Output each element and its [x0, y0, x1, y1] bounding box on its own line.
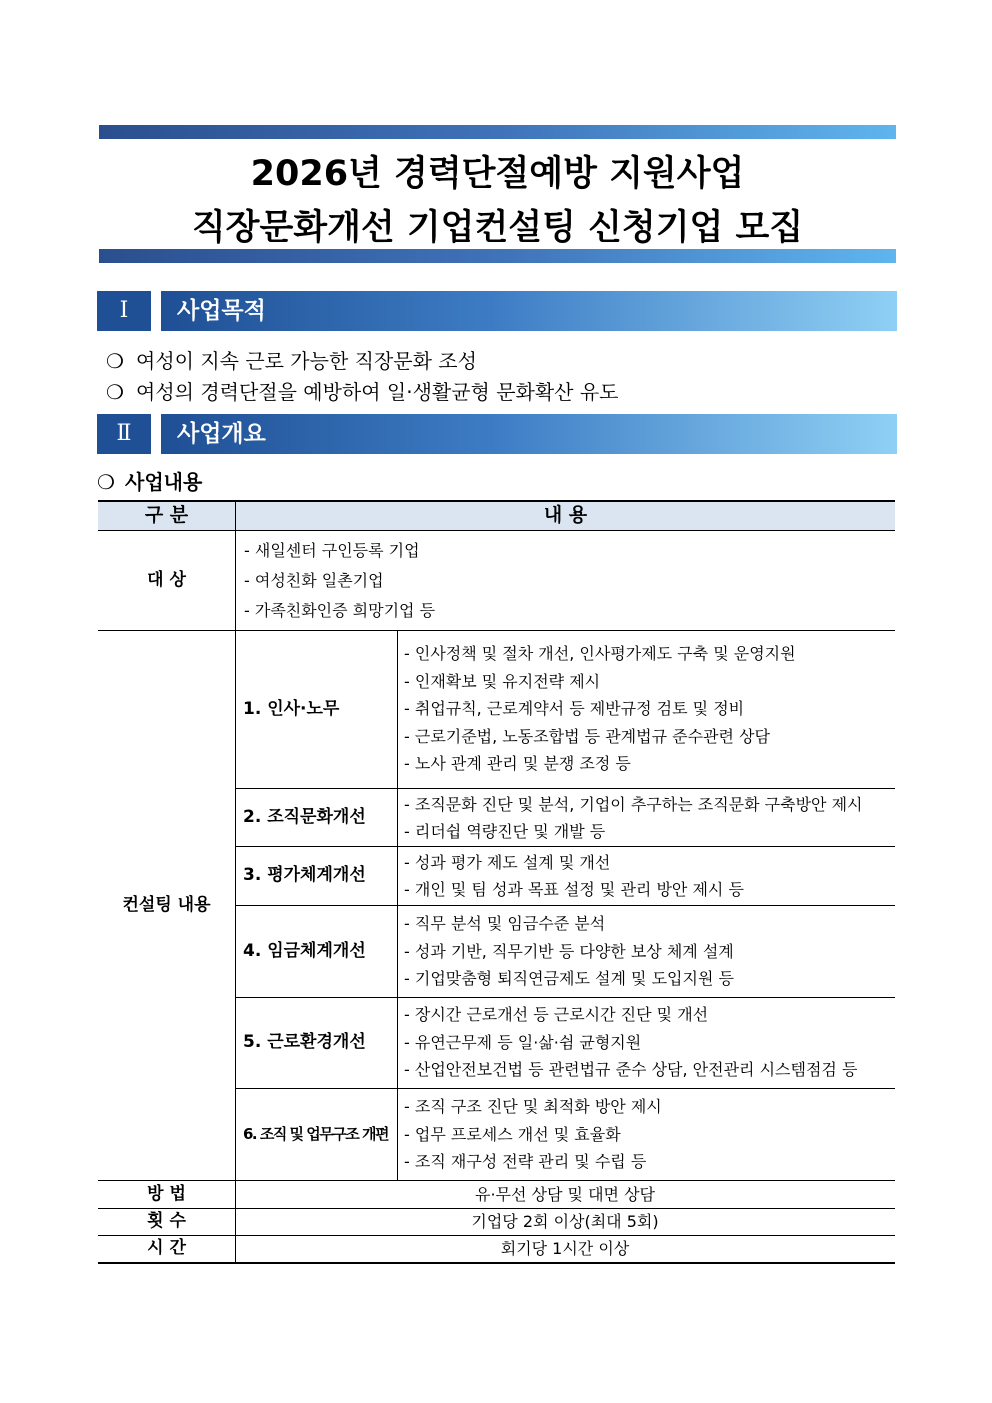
title-line-1: 2026년 경력단절예방 지원사업 — [250, 154, 745, 194]
business-content-subheading-text: 사업내용 — [125, 470, 203, 494]
title-top-bar — [99, 125, 896, 139]
list-item: - 직무 분석 및 임금수준 분석 — [404, 914, 606, 933]
list-item: - 산업안전보건법 등 관련법규 준수 상담, 안전관리 시스템점검 등 — [404, 1060, 858, 1079]
category-structure: 6. 조직 및 업무구조 개편 — [243, 1125, 388, 1143]
circle-bullet-icon: ❍ — [97, 470, 115, 494]
list-item: - 업무 프로세스 개선 및 효율화 — [404, 1124, 621, 1144]
category-hr-labor-items — [404, 640, 796, 778]
list-item: - 유연근무제 등 일·삶·쉼 균형지원 — [404, 1032, 642, 1052]
purpose-bullet-2-text: 여성의 경력단절을 예방하여 일·생활균형 문화확산 유도 — [136, 380, 619, 404]
consulting-label: 컨설팅 내용 — [122, 895, 211, 915]
section-2-header — [97, 414, 897, 454]
table-top-border — [98, 500, 895, 502]
time-value: 회기당 1시간 이상 — [500, 1239, 630, 1258]
business-content-subheading — [97, 468, 202, 496]
list-item: - 조직 구조 진단 및 최적화 방안 제시 — [404, 1097, 662, 1116]
circle-bullet-icon: ❍ — [106, 349, 124, 373]
circle-bullet-icon: ❍ — [106, 380, 124, 404]
category-wage-items — [404, 910, 734, 993]
category-evaluation: 3. 평가체계개선 — [243, 865, 366, 885]
category-structure-items — [404, 1093, 662, 1176]
category-evaluation-items — [404, 849, 744, 903]
category-culture-items — [404, 791, 863, 845]
list-item: - 성과 평가 제도 설계 및 개선 — [404, 853, 611, 872]
list-item: - 장시간 근로개선 등 근로시간 진단 및 개선 — [404, 1005, 709, 1024]
purpose-bullet-2 — [106, 378, 619, 406]
category-hr-labor: 1. 인사·노무 — [243, 699, 340, 719]
category-culture: 2. 조직문화개선 — [243, 807, 366, 827]
list-item: - 리더쉽 역량진단 및 개발 등 — [404, 822, 606, 841]
list-item: - 조직문화 진단 및 분석, 기업이 추구하는 조직문화 구축방안 제시 — [404, 795, 863, 814]
table-header-content: 내 용 — [236, 500, 895, 531]
table-column-divider — [397, 630, 398, 1180]
title-line-2: 직장문화개선 기업컨설팅 신청기업 모집 — [191, 208, 804, 248]
list-item: - 인사정책 및 절차 개선, 인사평가제도 구축 및 운영지원 — [404, 644, 796, 663]
business-content-table — [98, 500, 895, 1264]
count-label: 횟 수 — [147, 1211, 186, 1231]
list-item: - 조직 재구성 전략 관리 및 수립 등 — [404, 1152, 647, 1171]
list-item: - 개인 및 팀 성과 목표 설정 및 관리 방안 제시 등 — [404, 880, 744, 899]
purpose-bullet-1-text: 여성이 지속 근로 가능한 직장문화 조성 — [136, 349, 477, 373]
list-item: - 노사 관계 관리 및 분쟁 조정 등 — [404, 754, 631, 773]
target-items — [244, 536, 435, 626]
category-wage: 4. 임금체계개선 — [243, 941, 366, 961]
section-1-number: Ⅰ — [97, 291, 151, 331]
table-bottom-border — [98, 1262, 895, 1264]
method-value: 유·무선 상담 및 대면 상담 — [475, 1185, 655, 1204]
time-label: 시 간 — [147, 1238, 186, 1258]
section-2-number: Ⅱ — [97, 414, 151, 454]
list-item: - 인재확보 및 유지전략 제시 — [404, 671, 601, 691]
list-item: - 근로기준법, 노동조합법 등 관계법규 준수관련 상담 — [404, 726, 770, 746]
table-header-category: 구 분 — [98, 500, 235, 531]
list-item: - 성과 기반, 직무기반 등 다양한 보상 체계 설계 — [404, 941, 734, 961]
target-label: 대 상 — [147, 570, 186, 590]
section-2-heading: 사업개요 — [161, 414, 897, 454]
list-item: - 기업맞춤형 퇴직연금제도 설계 및 도입지원 등 — [404, 969, 734, 988]
method-label: 방 법 — [147, 1184, 186, 1204]
title-bottom-bar — [99, 249, 896, 263]
category-environment: 5. 근로환경개선 — [243, 1032, 366, 1052]
count-value: 기업당 2회 이상(최대 5회) — [471, 1212, 659, 1231]
section-1-heading: 사업목적 — [161, 291, 897, 331]
purpose-bullet-1 — [106, 347, 477, 375]
list-item: - 새일센터 구인등록 기업 — [244, 541, 420, 560]
section-1-header — [97, 291, 897, 331]
list-item: - 취업규칙, 근로계약서 등 제반규정 검토 및 정비 — [404, 699, 745, 718]
list-item: - 여성친화 일촌기업 — [244, 571, 384, 590]
list-item: - 가족친화인증 희망기업 등 — [244, 601, 436, 620]
category-environment-items — [404, 1001, 857, 1084]
